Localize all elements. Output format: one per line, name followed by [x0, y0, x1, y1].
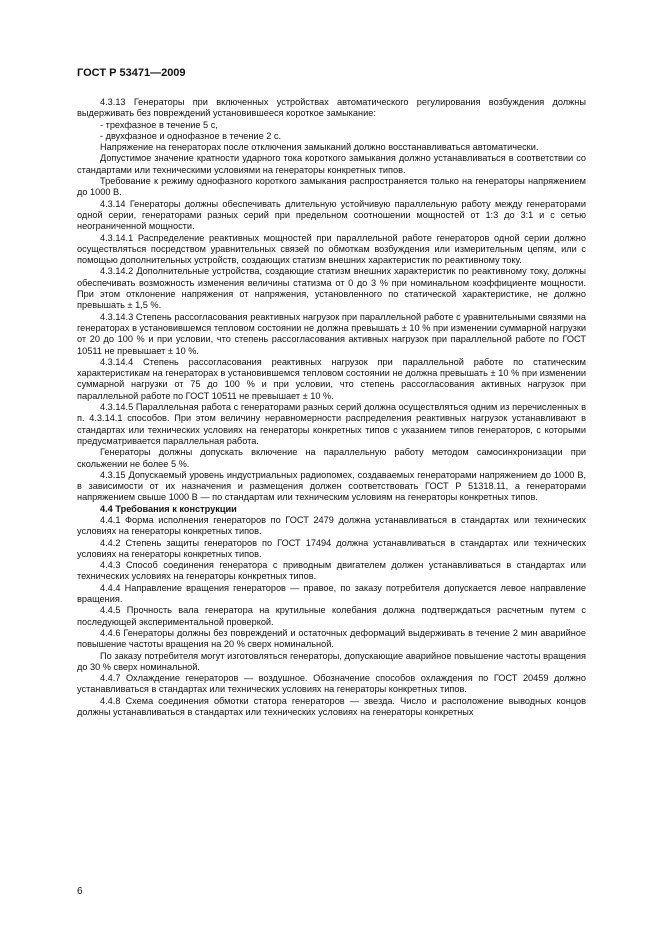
paragraph: 4.3.14.1 Распределение реактивных мощностей при параллельной работе генераторов одной серии должно осуществляться посредством уравнительных связей по обмоткам возбуждения или измерительным цепям, или с помощью дополнительных устройств, создающих статизм внешних характеристик по реактивному току.	[77, 232, 586, 266]
paragraph: 4.4.7 Охлаждение генераторов — воздушное. Обозначение способов охлаждения по ГОСТ 20459 должно устанавливаться в стандартах или технических условиях на генераторы конкретных типов.	[77, 673, 586, 695]
paragraph: 4.4.2 Степень защиты генераторов по ГОСТ 17494 должна устанавливаться в стандартах или технических условиях на генераторы конкретных типов.	[77, 537, 586, 559]
paragraph: 4.3.14.4 Степень рассогласования реактивных нагрузок при параллельной работе по статическим характеристикам на генераторах в установившемся тепловом состоянии не должна превышать ± 10 % при изменении суммарной нагрузки от 75 до 100 % и при условии, что степень рассогласования активных нагрузок при параллельной работе по ГОСТ 10511 не превышает ± 10 %.	[77, 356, 586, 401]
list-item: - трехфазное в течение 5 с,	[100, 119, 218, 130]
paragraph: 4.4.8 Схема соединения обмотки статора генераторов — звезда. Число и расположение выводных концов должны устанавливаться в стандартах или технических условиях на генераторы конкретных	[77, 695, 586, 718]
document-header: ГОСТ Р 53471—2009	[77, 67, 186, 79]
paragraph: 4.3.14 Генераторы должны обеспечивать длительную устойчивую параллельную работу между генераторами одной серии, генераторами разных серий при предельном соотношении мощностей от 1:3 до 3:1 и с сетью неограниченной мощности.	[77, 198, 586, 232]
paragraph: 4.4.6 Генераторы должны без повреждений и остаточных деформаций выдерживать в течение 2 мин аварийное повышение частоты вращения на 20 % сверх номинальной.	[77, 627, 586, 650]
paragraph: 4.4.5 Прочность вала генератора на крутильные колебания должна подтверждаться расчетным путем с последующей экспериментальной проверкой.	[77, 605, 586, 627]
paragraph: Напряжение на генераторах после отключения замыканий должно восстанавливаться автоматически.	[100, 142, 539, 153]
section-heading: 4.4 Требования к конструкции	[100, 503, 237, 514]
paragraph: Допустимое значение кратности ударного тока короткого замыкания должно устанавливаться в соответствии со стандартами или техническими условиями на генераторы конкретных типов.	[77, 153, 586, 175]
paragraph: Генераторы должны допускать включение на параллельную работу методом самосинхронизации при скольжении не более 5 %.	[77, 447, 586, 469]
document-body	[77, 97, 586, 718]
paragraph: 4.3.14.5 Параллельная работа с генераторами разных серий должна осуществляться одним из перечисленных в п. 4.3.14.1 способов. При этом величину неравномерности распределения реактивных нагрузок устанавливают в стандартах или технических условиях на генераторы конкретных типов с указанием типов генераторов, с которыми предусматривается параллельная работа.	[77, 402, 586, 446]
paragraph: 4.3.14.2 Дополнительные устройства, создающие статизм внешних характеристик по реактивному току, должны обеспечивать возможность изменения величины статизма от 0 до 3 % при номинальном коэффициенте мощности. При этом отклонение напряжения от напряжения, установленного по статической характеристике, не должно превышать ± 1,5 %.	[77, 266, 586, 311]
paragraph: Требование к режиму однофазного короткого замыкания распространяется только на генераторы напряжением до 1000 В.	[77, 176, 586, 198]
list-item: - двухфазное и однофазное в течение 2 с.	[100, 130, 282, 141]
paragraph: 4.4.3 Способ соединения генератора с приводным двигателем должен устанавливаться в стандартах или технических условиях на генераторы конкретных типов.	[77, 560, 586, 582]
paragraph: По заказу потребителя могут изготовляться генераторы, допускающие аварийное повышение частоты вращения до 30 % сверх номинальной.	[77, 650, 586, 672]
paragraph: 4.4.1 Форма исполнения генераторов по ГОСТ 2479 должна устанавливаться в стандартах или технических условиях на генераторы конкретных типов.	[77, 514, 586, 537]
paragraph: 4.3.13 Генераторы при включенных устройствах автоматического регулирования возбуждения должны выдерживать без повреждений установившееся короткое замыкание:	[77, 97, 586, 119]
paragraph: 4.4.4 Направление вращения генераторов — правое, по заказу потребителя допускается левое направление вращения.	[77, 582, 586, 605]
paragraph: 4.3.15 Допускаемый уровень индустриальных радиопомех, создаваемых генераторами напряжением до 1000 В, в зависимости от их назначения и размещения должен соответствовать ГОСТ Р 51318.11, а генераторами напряжением свыше 1000 В — по стандартам или техническим условиям на генераторы конкретных типов.	[77, 469, 586, 503]
paragraph: 4.3.14.3 Степень рассогласования реактивных нагрузок при параллельной работе с уравнительными связями на генераторах в установившемся тепловом состоянии не должна превышать ± 10 % при изменении суммарной нагрузки от 20 до 100 % и при условии, что степень рассогласования активных нагрузок при параллельной работе по ГОСТ 10511 не превышает ± 10 %.	[77, 311, 586, 356]
page-number: 6	[77, 886, 83, 897]
